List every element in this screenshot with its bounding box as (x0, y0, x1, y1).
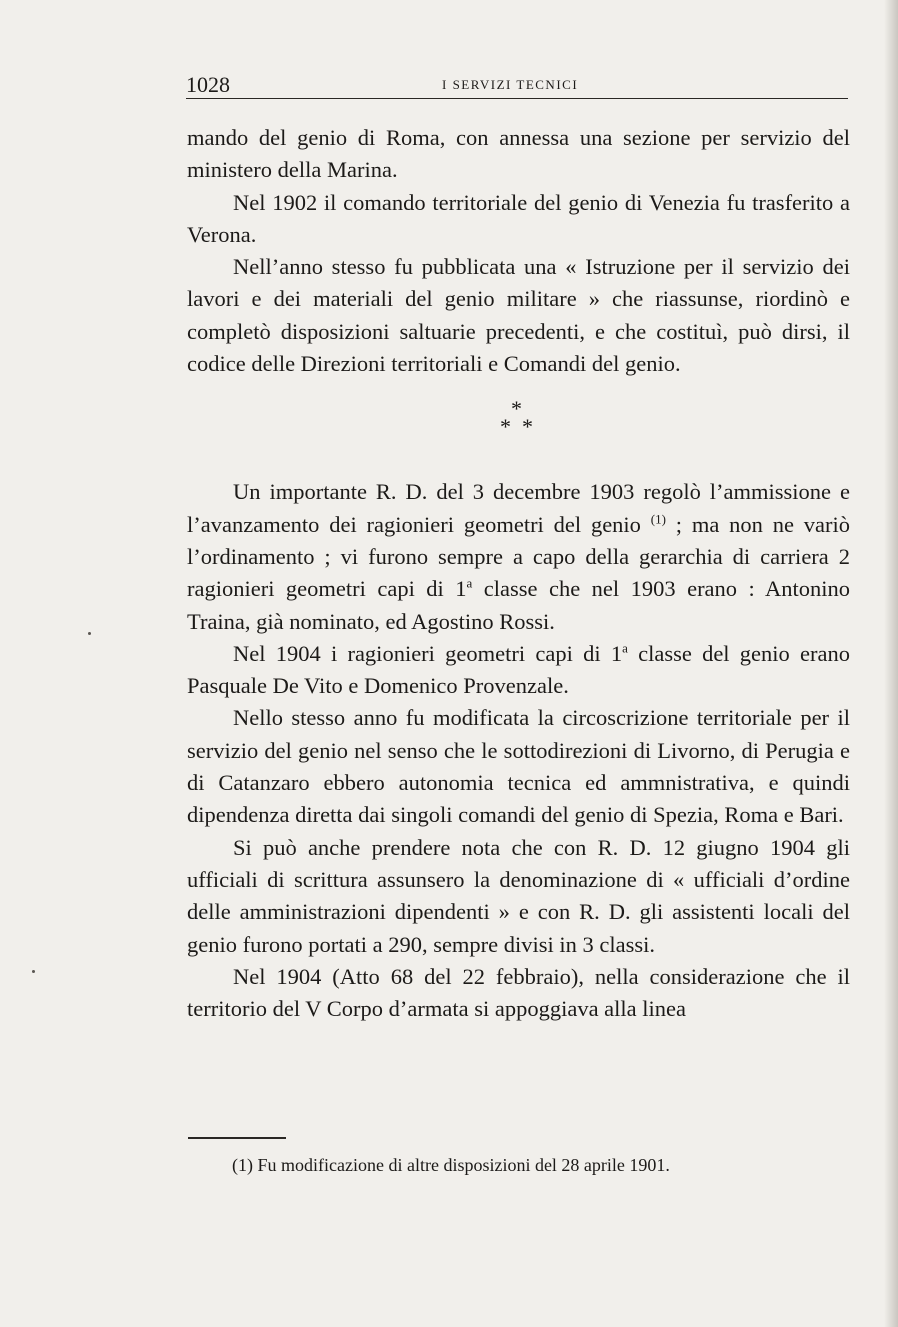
paragraph-text: classe che nel 1903 erano : Antonino Traina, già nominato, ed Agostino Rossi. (187, 576, 850, 634)
footnote-rule (188, 1137, 286, 1139)
footnote-marker: (1) (232, 1155, 253, 1175)
paragraph-atto-68: Nel 1904 (Atto 68 del 22 febbraio), nella considerazione che il territorio del V Corpo d’armata si appoggiava alla linea (187, 963, 850, 1022)
footnote (232, 1153, 792, 1177)
running-head (186, 70, 848, 99)
body-text (187, 122, 850, 1025)
footnote-text: Fu modificazione di altre disposizioni del 28 aprile 1901. (257, 1155, 670, 1175)
asterism-star: * (500, 414, 511, 440)
paragraph-text: classe del genio erano Pasquale De Vito e Domenico Provenzale. (187, 640, 850, 699)
paragraph-rd-1903 (187, 476, 850, 637)
paragraph-istruzione: Nell’anno stesso fu pubblicata una « Istruzione per il servizio dei lavori e dei materiali del genio militare » che riassunse, riordinò e completò disposizioni saltuarie precedenti, e che costituì, può dirsi, il codice delle Direzioni territoriali e Comandi del genio. (187, 254, 850, 377)
ordinal-superscript: a (466, 575, 473, 591)
paragraph-1902: Nel 1902 il comando territoriale del genio di Venezia fu trasferito a Verona. (187, 189, 850, 247)
paragraph-1904-capi (187, 638, 850, 703)
section-title: I SERVIZI TECNICI (442, 77, 579, 92)
asterism-star: * (511, 396, 522, 422)
paragraph-text: Nel 1904 i ragionieri geometri capi di 1 (233, 640, 623, 666)
footnote-reference: (1) (650, 511, 666, 527)
paragraph-continuation: mando del genio di Roma, con annessa una sezione per servizio del ministero della Marina. (187, 125, 850, 183)
page-number: 1028 (186, 72, 230, 97)
page-edge-shadow (884, 0, 898, 1327)
asterism (187, 380, 850, 476)
ordinal-superscript: a (622, 640, 628, 656)
paragraph-ufficiali: Si può anche prendere nota che con R. D. 12 giugno 1904 gli ufficiali di scrittura assunsero la denominazione di « ufficiali d’ordine delle amministrazioni dipendenti » e con R. D. gli assistenti locali del genio furono portati a 290, sempre divisi in 3 classi. (187, 834, 850, 957)
paragraph-text: Un importante R. D. del 3 decembre 1903 regolò l’ammissione e l’avanzamento dei ragionieri geometri del genio (187, 479, 850, 537)
paragraph-text: ; ma non ne variò l’ordinamento ; vi furono sempre a capo della gerarchia di carriera 2 ragionieri geometri capi di 1 (187, 511, 850, 602)
page-speck (32, 970, 35, 973)
page-speck (88, 632, 91, 635)
asterism-star: * (522, 414, 533, 440)
paragraph-circoscrizione: Nello stesso anno fu modificata la circoscrizione territoriale per il servizio del genio nel senso che le sottodirezioni di Livorno, di Perugia e di Catanzaro ebbero autonomia tecnica ed ammnistrativa, e quindi dipendenza diretta dai singoli comandi del genio di Spezia, Roma e Bari. (187, 705, 850, 828)
